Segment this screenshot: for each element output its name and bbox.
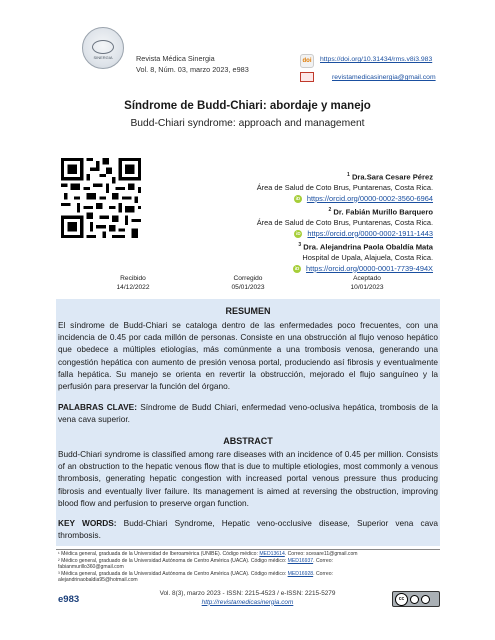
nc-icon: [421, 595, 430, 604]
author-affiliation: Hospital de Upala, Alajuela, Costa Rica.: [302, 253, 433, 263]
orcid-icon: iD: [296, 230, 301, 236]
keywords-text: Síndrome de Budd Chiari, enfermedad veno-oclusiva hepática, trombosis de la vena cava superior.: [58, 402, 438, 425]
footnote-2: ² Médico general, graduado de la Universidad Autónoma de Centro América (UACA). Código médico: MED16937. Correo: fabianmurillo360@gmail.com: [58, 558, 333, 571]
author-3: [293, 240, 433, 274]
received-date: [93, 274, 173, 292]
medical-code-link[interactable]: MED16928: [287, 571, 314, 577]
abstract-keywords: [58, 517, 438, 541]
orcid-link[interactable]: https://orcid.org/0000-0002-3560-6964: [306, 193, 433, 203]
orcid-row: [293, 264, 433, 275]
by-icon: [410, 595, 419, 604]
qr-code: [61, 158, 141, 238]
journal-logo: [82, 27, 124, 69]
footnote-3: ³ Médica general, graduada de la Universidad Autónoma de Centro América (UACA). Código médico: MED16928. Correo: alejandrinaobaldia95@hotmail.com: [58, 571, 333, 584]
keywords-label: PALABRAS CLAVE:: [58, 402, 137, 412]
keywords-text: Budd-Chiari Syndrome, Hepatic veno-occlusive disease, Superior vena cava thrombosis.: [58, 518, 439, 541]
received-value: 14/12/2022: [116, 284, 150, 291]
orcid-link[interactable]: https://orcid.org/0000-0002-1911-1443: [307, 228, 433, 238]
corrected-label: Corregido: [233, 275, 263, 282]
corrected-value: 05/01/2023: [231, 284, 265, 291]
footnote-1: ¹ Médica general, graduada de la Universidad de Iberoamérica (UNIBE). Código médico: MED13614. Correo: scesare11@gmail.com: [58, 551, 358, 557]
accepted-label: Aceptado: [353, 275, 381, 282]
orcid-row: [257, 229, 433, 240]
author-name: $^2$ Dr. Fabián Murillo Barquero: [328, 207, 433, 217]
abstract-heading: ABSTRACT: [223, 436, 273, 446]
doi-link[interactable]: https://doi.org/10.31434/rms.v8i3.983: [320, 56, 433, 63]
author-name: $^3$ Dra. Alejandrina Paola Obaldía Mata: [298, 242, 433, 252]
footer-issn: Vol. 8(3), marzo 2023 - ISSN: 2215-4523 / e-ISSN: 2215-5279: [159, 590, 336, 597]
orcid-icon: iD: [295, 195, 301, 201]
page-identifier: e983: [58, 594, 80, 605]
medical-code-link[interactable]: MED16937: [287, 558, 314, 564]
resumen-body: El síndrome de Budd-Chiari se cataloga dentro de las enfermedades poco frecuentes, con una incidencia de 0.45 por cada millón de personas. Consiste en una obstrucción al flujo venoso hepático que obedece a múltiples etiologías, más comúnmente a una trombosis venosa, generando una congestión hepática con aumento de presión venosa portal, produciendo así fibrosis y eventualmente falla hepática. Su manejo se orienta en revertir la obstrucción, mejorado el flujo sanguíneo y la perfusión para preservar la función del órgano.: [58, 320, 438, 392]
logo-emblem: [92, 40, 114, 54]
corrected-date: [208, 274, 288, 292]
mail-icon: [300, 72, 314, 82]
orcid-link[interactable]: https://orcid.org/0000-0001-7739-494X: [306, 263, 433, 273]
orcid-row: [257, 194, 433, 205]
author-name: $^1$ Dra.Sara Cesare Pérez: [347, 172, 433, 182]
accepted-date: [327, 274, 407, 292]
author-affiliation: Área de Salud de Coto Brus, Puntarenas, Costa Rica.: [256, 183, 433, 193]
cc-by-nc-icon: [392, 591, 440, 607]
article-subtitle: Budd-Chiari syndrome: approach and management: [130, 118, 365, 129]
journal-info: [136, 53, 249, 75]
orcid-icon: iD: [294, 265, 300, 271]
logo-text: SINERGIA: [93, 55, 113, 60]
author-affiliation: Área de Salud de Coto Brus, Puntarenas, Costa Rica.: [256, 218, 433, 228]
footnote-divider: [56, 549, 440, 550]
author-1: [257, 170, 433, 204]
doi-icon: doi: [300, 54, 314, 68]
keywords-label: KEY WORDS:: [58, 518, 117, 528]
cc-label: cc: [395, 593, 408, 606]
journal-issue: Vol. 8, Núm. 03, marzo 2023, e983: [136, 65, 249, 74]
email-link[interactable]: revistamedicasinergia@gmail.com: [332, 74, 436, 81]
footer-website-link[interactable]: http://revistamedicasinergia.com: [201, 598, 294, 606]
resumen-heading: RESUMEN: [225, 306, 271, 316]
accepted-value: 10/01/2023: [350, 284, 384, 291]
medical-code-link[interactable]: MED13614: [259, 551, 285, 557]
abstract-body: Budd-Chiari syndrome is classified among rare diseases with an incidence of 0.45 per million. Consists of an obstruction to the hepatic venous flow that is due to multiple etiologies, most commonly a venous thrombosis, generating hepatic congestion with increased portal venous pressure thus producing fibrosis and eventually liver failure. Its management is aimed at reversing the obstruction, improving blood flow and perfusion to preserve organ function.: [58, 449, 438, 508]
received-label: Recibido: [120, 275, 146, 282]
journal-name: Revista Médica Sinergia: [136, 54, 215, 63]
author-2: [257, 205, 433, 239]
resumen-keywords: [58, 401, 438, 425]
article-title: Síndrome de Budd-Chiari: abordaje y manejo: [124, 100, 371, 112]
